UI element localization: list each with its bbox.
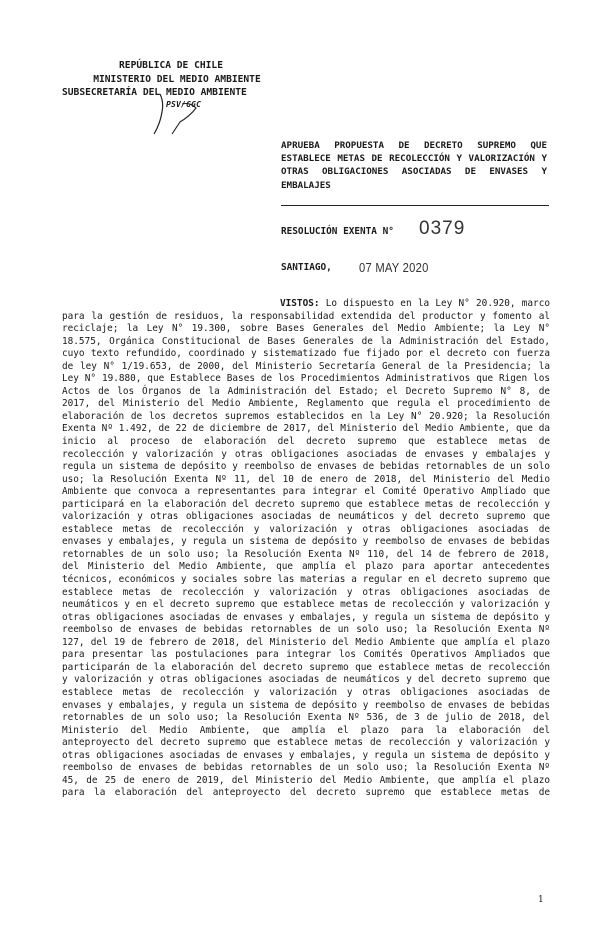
subject-divider (281, 205, 549, 206)
resolution-number-stamp: 0379 (419, 218, 466, 239)
subject-heading: APRUEBA PROPUESTA DE DECRETO SUPREMO QUE ESTABLECE METAS DE RECOLECCIÓN Y VALORIZACIÓN Y OTRAS OBLIGACIONES ASOCIADAS DE ENVASES Y EMBALAJES (281, 140, 547, 191)
letterhead-undersecretariat: SUBSECRETARÍA DEL MEDIO AMBIENTE (62, 87, 247, 98)
handwritten-signature-mark (140, 88, 210, 136)
page-number: 1 (538, 895, 544, 905)
resolution-label: RESOLUCIÓN EXENTA N° (281, 226, 394, 237)
place-date-line (281, 260, 429, 275)
vistos-section (62, 298, 550, 800)
resolution-line (281, 218, 466, 239)
initials-reference: PSV/GGC (166, 100, 202, 109)
letterhead-ministry: MINISTERIO DEL MEDIO AMBIENTE (93, 73, 261, 85)
vistos-text: Lo dispuesto en la Ley N° 20.920, marco para la gestión de residuos, la responsabilidad extendida del productor y fomento al reciclaje; la Ley N° 19.300, sobre Bases Generales del Medio Ambiente; la Ley N° 18.575, Orgánica Constitucional de Bases Generales de la Administración del Estado, cuyo texto refundido, coordinado y sistematizado fue fijado por el decreto con fuerza de ley N° 1/19.653, de 2000, del Ministerio Secretaría General de la Presidencia; la Ley N° 19.880, que Establece Bases de los Procedimientos Administrativos que Rigen los Actos de los Órganos de la Administración del Estado; el Decreto Supremo N° 8, de 2017, del Ministerio del Medio Ambiente, Reglamento que regula el procedimiento de elaboración de los decretos supremos establecidos en la Ley N° 20.920; la Resolución Exenta Nº 1.492, de 22 de diciembre de 2017, del Ministerio del Medio Ambiente, que da inicio al proceso de elaboración del decreto supremo que establece metas de recolección y valorización y otras obligaciones asociadas de envases y embalajes y regula un sistema de depósito y reembolso de envases de bebidas retornables de un solo uso; la Resolución Exenta Nº 11, del 10 de enero de 2018, del Ministerio del Medio Ambiente que convoca a representantes para integrar el Comité Operativo Ampliado que participará en la elaboración del decreto supremo que establece metas de recolección y valorización y otras obligaciones asociadas de neumáticos y del decreto supremo que establece metas de recolección y valorización y otras obligaciones asociadas de envases y embalajes, y regula un sistema de depósito y reembolso de envases de bebidas retornables de un solo uso; la Resolución Exenta Nº 110, del 14 de febrero de 2018, del Ministerio del Medio Ambiente, que amplía el plazo para aportar antecedentes técnicos, económicos y sociales sobre las materias a regular en el decreto supremo que establece metas de recolección y valorización y otras obligaciones asociadas de neumáticos y en el decreto supremo que establece metas de recolección y valorización y otras obligaciones asociadas de envases y embalajes, y regula un sistema de depósito y reembolso de envases de bebidas retornables de un solo uso; la Resolución Exenta Nº 127, del 19 de febrero de 2018, del Ministerio del Medio Ambiente que amplía el plazo para presentar las postulaciones para integrar los Comités Operativos Ampliados que participarán de la elaboración del decreto supremo que establece metas de recolección y valorización y otras obligaciones asociadas de neumáticos y del decreto supremo que establece metas de recolección y valorización y otras obligaciones asociadas de envases y embalajes, y regula un sistema de depósito y reembolso de envases de bebidas retornables de un solo uso; la Resolución Exenta Nº 536, de 3 de julio de 2018, del Ministerio del Medio Ambiente, que amplía el plazo para la elaboración del anteproyecto del decreto supremo que establece metas de recolección y valorización y otras obligaciones asociadas de envases y embalajes, y regula un sistema de depósito y reembolso de envases de bebidas retornables de un solo uso; la Resolución Exenta Nº 45, de 25 de enero de 2019, del Ministerio del Medio Ambiente, que amplía el plazo para la elaboración del anteproyecto del decreto supremo que establece metas de (62, 298, 550, 799)
date-stamp: 07 MAY 2020 (359, 260, 429, 275)
letterhead-country: REPÚBLICA DE CHILE (119, 60, 223, 71)
vistos-paragraph (62, 298, 550, 800)
city-label: SANTIAGO, (281, 262, 332, 273)
vistos-label: VISTOS: (280, 298, 320, 309)
